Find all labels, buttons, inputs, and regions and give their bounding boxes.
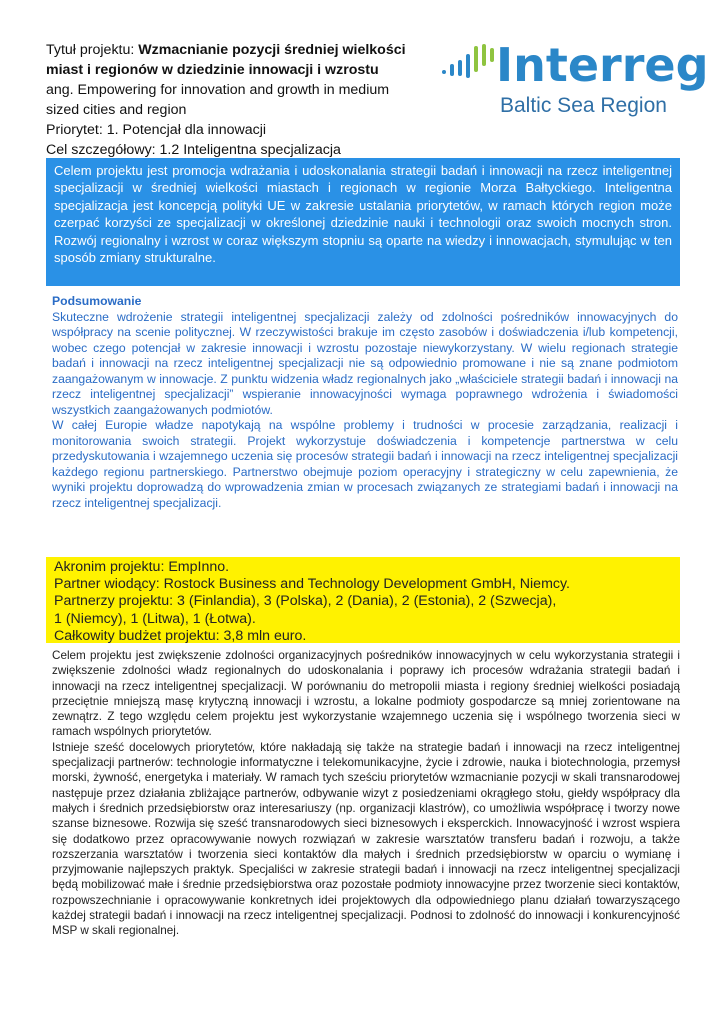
intro-box: Celem projektu jest promocja wdrażania i udoskonalania strategii badań i innowacji na rzecz inteligentnej specjalizacji w średniej wielkości miastach i regionach w regionie Morza Bałtyckiego. Inteligentna specjalizacja jest koncepcją polityki UE w zakresie ustalania priorytetów, w ramach których region może czerpać korzyści ze specjalizacji w określonej dziedzinie nauki i technologii oraz swoich mocnych stron. Rozwój regionalny i wzrost w coraz większym stopniu są oparte na wiedzy i innowacjach, stymulując w ten sposób zmiany strukturalne. xyxy=(46,158,680,286)
facts-lead-partner: Partner wiodący: Rostock Business and Technology Development GmbH, Niemcy. xyxy=(54,576,570,593)
facts-partners-line-2: 1 (Niemcy), 1 (Litwa), 1 (Łotwa). xyxy=(54,610,256,627)
project-title-en: ang. Empowering for innovation and growth in medium sized cities and region xyxy=(46,82,390,118)
body-paragraph-1: Celem projektu jest zwiększenie zdolności organizacyjnych pośredników innowacyjnych w celu wykorzystania strategii i zwiększenie zdolności władz regionalnych do udoskonalania i poprawy ich procesów wdrażania strategii badań i innowacji na rzecz inteligentnej specjalizacji. W porównaniu do metropolii miasta i regiony średniej wielkości posiadają przeciętnie mniejszą masę krytyczną innowacji i wzrostu, a lokalne podmioty gospodarcze są mniej zorientowane na zewnątrz. Z tego względu celem projektu jest wykorzystanie wzajemnego uczenia się i wspólnego tworzenia sieci w ramach wspólnych priorytetów. xyxy=(52,649,680,739)
summary-heading: Podsumowanie xyxy=(52,294,142,308)
signal-bars-icon xyxy=(440,40,504,84)
facts-budget: Całkowity budżet projektu: 3,8 mln euro. xyxy=(54,627,307,644)
interreg-logo xyxy=(440,38,709,120)
project-priority: Priorytet: 1. Potencjał dla innowacji xyxy=(46,122,267,138)
project-title: Tytuł projektu: Wzmacnianie pozycji średniej wielkości miast i regionów w dziedzinie innowacji i wzrostu xyxy=(46,42,406,78)
body-text xyxy=(52,648,680,939)
facts-partners-line-1: Partnerzy projektu: 3 (Finlandia), 3 (Polska), 2 (Dania), 2 (Estonia), 2 (Szwecja), xyxy=(54,593,557,610)
project-header xyxy=(46,40,426,160)
logo-region: Baltic Sea Region xyxy=(500,94,667,117)
summary-section xyxy=(52,294,678,511)
body-paragraph-2: Istnieje sześć docelowych priorytetów, które nakładają się także na strategie badań i innowacji na rzecz inteligentnej specjalizacji partnerów: technologie informatyczne i telekomunikacyjne, życie i zdrowie, nauka i biotechnologia, przemysł morski, żywność, energetyka i materiały. W ramach tych sześciu priorytetów wzmacnianie pozycji w skali transnarodowej następuje przez działania zbliżające partnerów, odbywanie wizyt z posiedzeniami okrągłego stołu, giełdy współpracy dla małych i średnich przedsiębiorstw oraz interesariuszy (np. organizacji klastrów), co umożliwia współpracę i tworzy nowe szanse biznesowe. Rozwija się sześć transnarodowych sieci biznesowych i eksperckich. Innowacyjność i wzrost wspiera się dodatkowo przez opracowywanie nowych rozwiązań w zakresie warsztatów transferu badań i rozwoju, a także rozszerzania warsztatów i tworzenia sieci kontaktów dla małych i średnich przedsiębiorstw w oparciu o wymianę i przyjmowanie najlepszych praktyk. Specjaliści w zakresie strategii badań i innowacji na rzecz inteligentnej specjalizacji będą mobilizować małe i średnie przedsiębiorstwa oraz pozostałe podmioty innowacyjne przez tworzenie sieci kontaktów, rozpowszechnianie i opracowywanie konkretnych idei projektowych dla odpowiedniego planu działań towarzyszącego każdej strategii badań i innowacji na rzecz inteligentnej specjalizacji. Podnosi to zdolność do innowacji i konkurencyjność MSP w skali regionalnej. xyxy=(52,740,680,938)
project-title-bold: Wzmacnianie pozycji średniej wielkości miast i regionów w dziedzinie innowacji i wzrostu xyxy=(46,42,406,78)
facts-acronym: Akronim projektu: EmpInno. xyxy=(54,559,230,575)
project-facts-box xyxy=(46,557,680,643)
project-objective: Cel szczegółowy: 1.2 Inteligentna specjalizacja xyxy=(46,142,341,158)
logo-wordmark: Interreg xyxy=(496,38,709,92)
summary-paragraph-1: Skuteczne wdrożenie strategii inteligentnej specjalizacji zależy od zdolności pośredników innowacyjnych do współpracy na scenie politycznej. W rzeczywistości brakuje im często zasobów i doświadczenia i/lub kompetencji, wobec czego potencjał w zakresie innowacji i wzrostu pozostaje niewykorzystany. W wielu regionach strategie badań i innowacji na rzecz inteligentnej specjalizacji nie są odpowiednio promowane i nie są znane podmiotom zaangażowanym w innowacje. Z punktu widzenia władz regionalnych jako „właściciele strategii badań i innowacji na rzecz inteligentnej specjalizacji” wspieranie innowacyjności wymaga poprawnego wdrożenia i świadomości wszystkich zaangażowanych podmiotów. xyxy=(52,309,678,417)
summary-paragraph-2: W całej Europie władze napotykają na wspólne problemy i trudności w procesie zarządzania, realizacji i monitorowania swoich strategii. Projekt wykorzystuje doświadczenia i kompetencje partnerstwa w celu przedyskutowania i wzajemnego uczenia się procesów strategii badań i innowacji na rzecz inteligentnej specjalizacji każdego regionu partnerskiego. Partnerstwo obejmuje poziom operacyjny i strategiczny w celu zapewnienia, że wyniki projektu doprowadzą do wprowadzenia zmian w procesach związanych ze strategiami badań i innowacji na rzecz inteligentnej specjalizacji. xyxy=(52,418,678,510)
